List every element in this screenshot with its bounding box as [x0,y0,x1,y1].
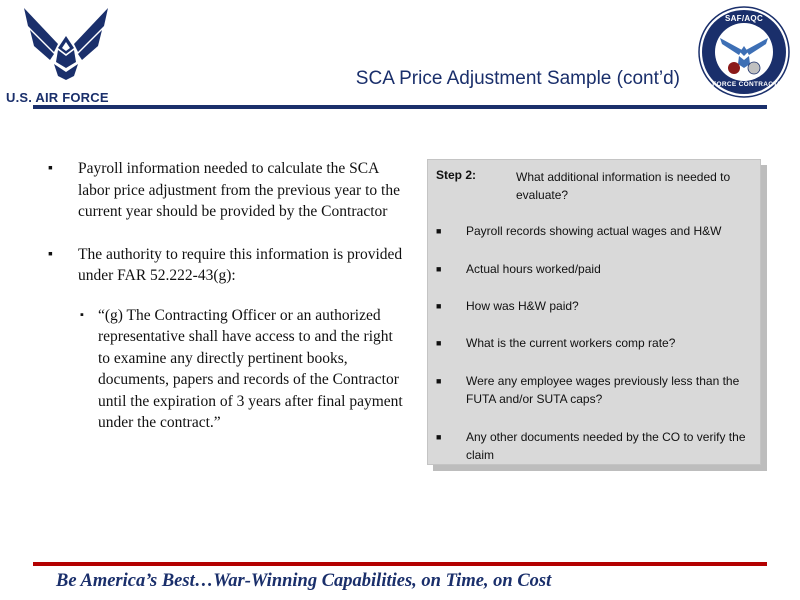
bullet-text: Payroll information needed to calculate the SCA labor price adjustment from the previous year to the current year should be provided by the Contractor [78,160,400,220]
us-air-force-logo [4,6,128,106]
panel-item-text: Any other documents needed by the CO to verify the claim [466,430,746,462]
footer-divider [33,562,767,566]
bullet-icon: ■ [436,376,442,386]
sub-bullet-item [48,305,403,434]
bullet-icon: ■ [436,264,442,274]
saf-aqc-seal [698,6,790,98]
panel-item-text: What is the current workers comp rate? [466,336,676,350]
bullet-icon: ■ [436,301,442,311]
bullet-icon: ▪ [48,246,53,262]
bullet-item [48,158,403,223]
step-label: Step 2: [436,168,477,182]
sub-bullet-icon: ▪ [80,308,84,321]
left-column [48,158,403,434]
bullet-icon: ■ [436,226,442,236]
sub-bullet-text: “(g) The Contracting Officer or an authorized representative shall have access to and the right to examine any directly pertinent books, documents, papers and records of the Contractor until the expiration of 3 years after final payment under the contract.” [98,306,403,431]
us-air-force-wordmark: U.S. AIR FORCE [6,90,109,105]
step-question: What additional information is needed to evaluate? [516,170,731,202]
panel-item-text: Payroll records showing actual wages and H&W [466,224,722,238]
header-divider [33,105,767,109]
seal-top-text: SAF/AQC [724,14,764,23]
bullet-item [48,244,403,287]
slide-title: SCA Price Adjustment Sample (cont’d) [355,68,680,89]
bullet-icon: ■ [436,432,442,442]
air-force-wings-icon [24,6,108,80]
bullet-icon: ▪ [48,161,53,176]
bullet-text: The authority to require this information is provided under FAR 52.222-43(g): [78,245,403,284]
step-2-panel [427,159,761,465]
panel-item-text: Were any employee wages previously less than the FUTA and/or SUTA caps? [466,374,740,406]
footer-tagline: Be America’s Best…War-Winning Capabilities, on Time, on Cost [56,571,552,591]
panel-item-text: How was H&W paid? [466,299,579,313]
seal-bottom-text: AIR FORCE CONTRACTING [698,81,790,88]
panel-item-text: Actual hours worked/paid [466,262,601,276]
bullet-icon: ■ [436,338,442,348]
